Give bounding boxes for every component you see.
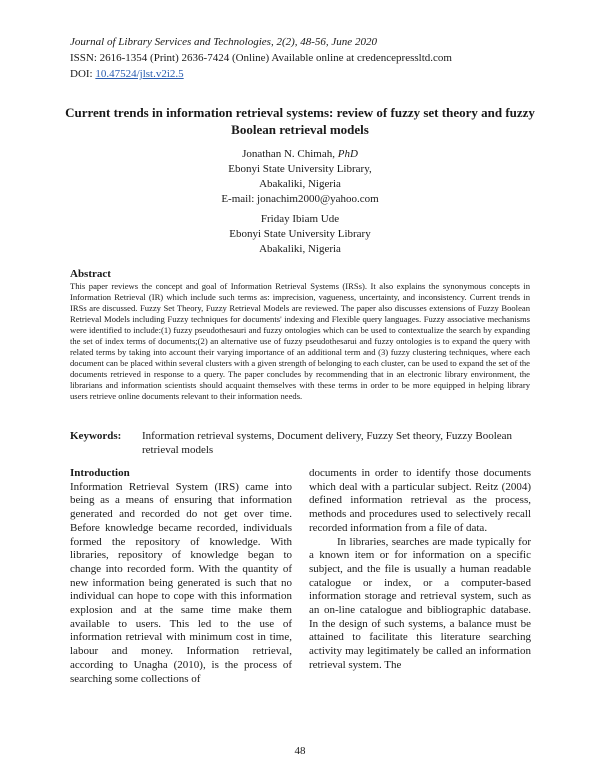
- author-block-2: [0, 212, 600, 257]
- author-location: Abakaliki, Nigeria: [259, 178, 341, 190]
- abstract-heading: Abstract: [70, 268, 111, 280]
- author-block-1: [0, 147, 600, 207]
- author-location: Abakaliki, Nigeria: [259, 243, 341, 255]
- introduction-heading: Introduction: [70, 467, 130, 479]
- author-email: E-mail: jonachim2000@yahoo.com: [221, 193, 379, 205]
- page-number: 48: [294, 745, 306, 757]
- abstract-text: This paper reviews the concept and goal of Information Retrieval Systems (IRSs). It also explains the synonymous concepts in Information Retrieval (IR) which include such terms as: imprecision, vagueness, uncertainty, and inconsistency. Current trends in IRSs are discussed. Fuzzy Set Theory, Fuzzy Retrieval Models are reviewed. The paper also discusses extensions of Fuzzy Boolean Retrieval Models including Fuzzy techniques for documents' indexing and Flexible query languages. Fuzzy associative mechanisms were identified to include:(1) fuzzy pseudothesauri and fuzzy ontologies which can be used to contextualize the search by expanding the set of index terms of documents;(2) an alternative use of fuzzy pseudothesarui and fuzzy ontologies is to expand the query with related terms by taking into account their varying importance of an additional term and (3) fuzzy clustering techniques, where each document can be placed within several clusters with a given strength of belonging to each cluster, can be used to expand the set of the documents retrieved in response to a query. The paper concludes by recommending that in an electronic library environment, the librarians and information scientists should acquaint themselves with these terms in order to be more equipped in helping library users retrieve online documents relevant to their information needs.: [70, 281, 530, 401]
- journal-header: [70, 34, 452, 82]
- body-paragraph: Information Retrieval System (IRS) came into being as a means of ensuring that information generated and recorded do not get over time. Before knowledge became recorded, individuals formed the repository of knowledge. With libraries, repository of knowledge began to change into recorded form. With the quantity of new information being generated is such that no individual can hope to cope with this information explosion and at the same time make them available to users. This led to the use of information retrieval with minimum cost in time, labour and money. Information retrieval, according to Unagha (2010), is the process of searching some collections of: [70, 480, 292, 685]
- body-column-left: [70, 467, 292, 686]
- abstract-section: [70, 268, 530, 402]
- keywords-text: Information retrieval systems, Document delivery, Fuzzy Set theory, Fuzzy Boolean retrieval models: [142, 430, 513, 456]
- body-column-right: [309, 467, 531, 673]
- author-name: [0, 147, 600, 162]
- author-affiliation: Ebonyi State University Library,: [228, 163, 372, 175]
- body-paragraph: documents in order to identify those documents which deal with a particular subject. Reitz (2004) defined information retrieval as the process, methods and procedures used to selectively recall recorded information from a file of data.: [309, 467, 531, 534]
- author-name: Friday Ibiam Ude: [260, 213, 340, 225]
- paper-title: Current trends in information retrieval systems: review of fuzzy set theory and fuzzy Boolean retrieval models: [65, 105, 535, 137]
- author-name-text: Jonathan N. Chimah,: [242, 148, 335, 160]
- journal-citation: Journal of Library Services and Technologies, 2(2), 48-56, June 2020: [70, 36, 377, 48]
- author-affiliation: Ebonyi State University Library: [229, 228, 371, 240]
- body-paragraph: In libraries, searches are made typically for a known item or for information on a specific subject, and the file is usually a human readable catalogue or index, or a computer-based information storage and retrieval system, such as an on-line catalogue and bibliographic database. In the design of such systems, a balance must be attained to facilitate this literature searching activity may legitimately be called an information retrieval system. The: [309, 535, 531, 671]
- doi-line: [70, 66, 452, 82]
- doi-label: DOI:: [70, 68, 93, 80]
- doi-link[interactable]: 10.47524/jlst.v2i2.5: [95, 68, 184, 80]
- keywords-label: Keywords:: [70, 430, 122, 442]
- issn-line: ISSN: 2616-1354 (Print) 2636-7424 (Online) Available online at credencepressltd.com: [70, 52, 452, 64]
- author-degree: PhD: [337, 148, 358, 160]
- keywords-section: [70, 429, 530, 457]
